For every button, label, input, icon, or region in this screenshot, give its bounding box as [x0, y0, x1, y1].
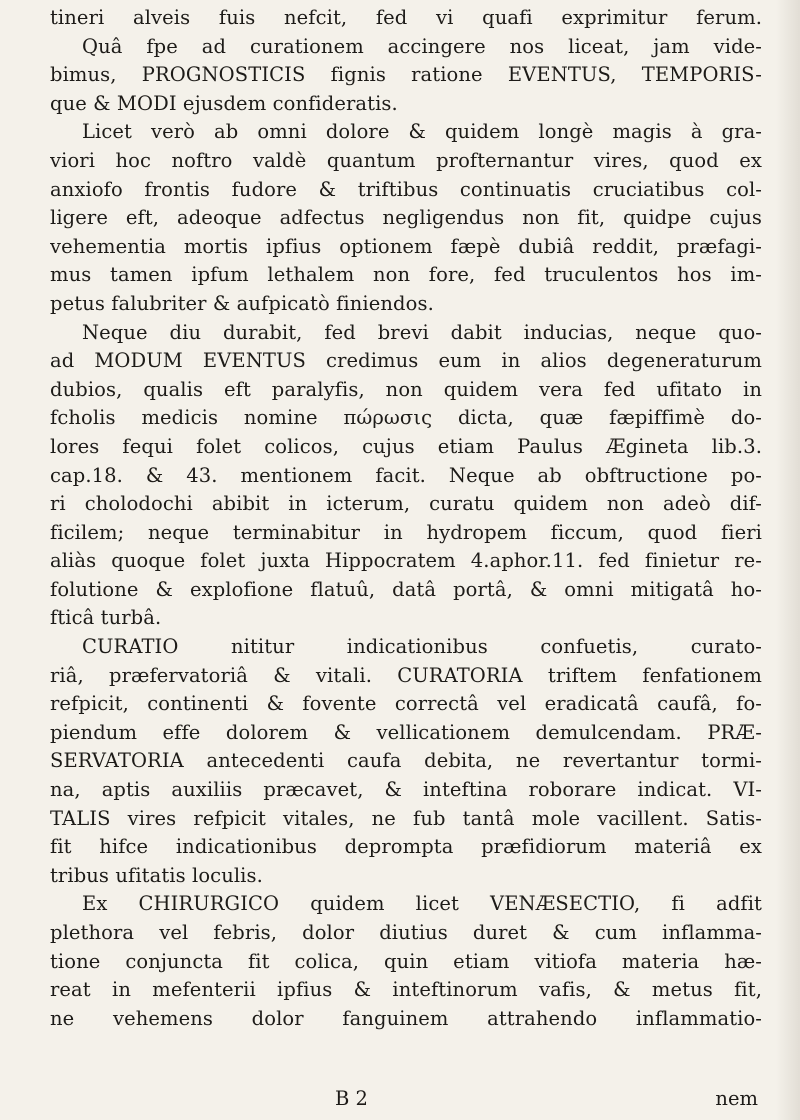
text-line: ne vehemens dolor fanguinem attrahendo inflammatio-	[50, 1006, 762, 1030]
text-line: tione conjuncta fit colica, quin etiam vitiofa materia hæ-	[50, 949, 762, 973]
text-line: tribus ufitatis loculis.	[50, 863, 263, 887]
text-line: na, aptis auxiliis præcavet, & inteftina roborare indicat. VI-	[50, 778, 762, 802]
text-line: dubios, qualis eft paralyfis, non quidem vera fed ufitato in	[50, 377, 762, 401]
text-line: petus falubriter & aufpicatò finiendos.	[50, 291, 434, 315]
page-edge-shadow	[776, 0, 800, 1120]
text-line: plethora vel febris, dolor diutius duret & cum inflamma-	[50, 921, 762, 944]
text-line: vehementia mortis ipfius optionem fæpè dubiâ reddit, præfagi-	[50, 234, 762, 258]
text-line: bimus, PROGNOSTICIS fignis ratione EVENTUS, TEMPORIS-	[50, 63, 762, 87]
catchword: nem	[715, 1087, 758, 1110]
text-line: Ex CHIRURGICO quidem licet VENÆSECTIO, fi adfit	[82, 892, 762, 916]
text-line: TALIS vires refpicit vitales, ne fub tantâ mole vacillent. Satis-	[50, 806, 762, 830]
text-line: piendum effe dolorem & vellicationem demulcendam. PRÆ-	[50, 720, 762, 744]
text-line: Quâ fpe ad curationem accingere nos liceat, jam vide-	[82, 34, 762, 58]
text-line: ri cholodochi abibit in icterum, curatu quidem non adeò dif-	[50, 492, 762, 516]
text-line: ad MODUM EVENTUS credimus eum in alios degeneraturum	[50, 349, 762, 373]
text-line: ficilem; neque terminabitur in hydropem ficcum, quod fieri	[50, 520, 762, 544]
text-line: fticâ turbâ.	[50, 606, 162, 630]
text-line: fit hifce indicationibus deprompta præfidiorum materiâ ex	[50, 835, 762, 859]
text-line: Licet verò ab omni dolore & quidem longè magis à gra-	[82, 120, 762, 144]
text-line: que & MODI ejusdem confideratis.	[50, 91, 398, 115]
text-line: fcholis medicis nomine πώρωσις dicta, quæ fæpiffimè do-	[50, 406, 762, 430]
text-line: SERVATORIA antecedenti caufa debita, ne revertantur tormi-	[50, 749, 762, 773]
text-line: riâ, præfervatoriâ & vitali. CURATORIA triftem fenfationem	[50, 663, 762, 687]
text-line: viori hoc noftro valdè quantum profternantur vires, quod ex	[50, 148, 762, 172]
text-line: aliàs quoque folet juxta Hippocratem 4.aphor.11. fed finietur re-	[50, 549, 762, 573]
text-line: mus tamen ipfum lethalem non fore, fed truculentos hos im-	[50, 263, 762, 287]
body-text	[50, 4, 762, 1033]
text-line: CURATIO nititur indicationibus confuetis, curato-	[82, 635, 762, 659]
text-line: Neque diu durabit, fed brevi dabit inducias, neque quo-	[82, 320, 762, 344]
signature-mark: B 2	[335, 1087, 368, 1110]
text-line: anxiofo frontis fudore & triftibus continuatis cruciatibus col-	[50, 177, 762, 201]
text-line: lores fequi folet colicos, cujus etiam Paulus Ægineta lib.3.	[50, 434, 762, 458]
text-line: ligere eft, adeoque adfectus negligendus non fit, quidpe cujus	[50, 206, 762, 230]
text-line: refpicit, continenti & fovente correctâ vel eradicatâ caufâ, fo-	[50, 692, 762, 716]
text-line: folutione & explofione flatuû, datâ portâ, & omni mitigatâ ho-	[50, 577, 762, 601]
text-line: tineri alveis fuis nefcit, fed vi quafi exprimitur ferum.	[50, 6, 762, 29]
text-line: reat in mefenterii ipfius & inteftinorum vafis, & metus fit,	[50, 978, 762, 1002]
page-footer	[50, 1084, 762, 1114]
text-line: cap.18. & 43. mentionem facit. Neque ab obftructione po-	[50, 463, 762, 487]
